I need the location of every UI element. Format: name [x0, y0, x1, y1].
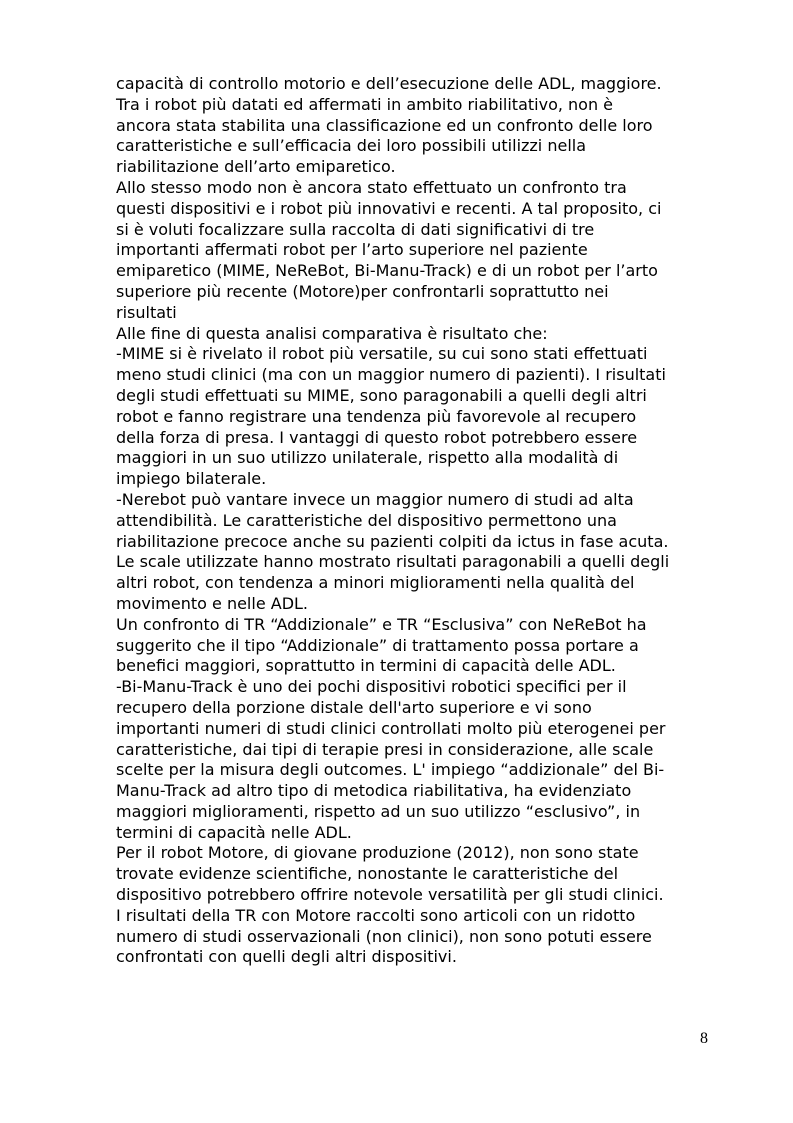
text-line: superiore più recente (Motore)per confrontarli soprattutto nei [116, 281, 609, 301]
text-line: caratteristiche, dai tipi di terapie presi in considerazione, alle scale [116, 739, 654, 759]
text-line: robot e fanno registrare una tendenza più favorevole al recupero [116, 406, 637, 426]
page-number: 8 [700, 1030, 708, 1047]
text-line: Un confronto di TR “Addizionale” e TR “Esclusiva” con NeReBot ha [116, 614, 647, 634]
text-line: degli studi effettuati su MIME, sono paragonabili a quelli degli altri [116, 385, 647, 405]
text-line: maggiori miglioramenti, rispetto ad un suo utilizzo “esclusivo”, in [116, 801, 641, 821]
text-line: recupero della porzione distale dell'arto superiore e vi sono [116, 697, 592, 717]
text-line: della forza di presa. I vantaggi di questo robot potrebbero essere [116, 427, 638, 447]
text-line: capacità di controllo motorio e dell’esecuzione delle ADL, maggiore. [116, 74, 662, 93]
text-line: impiego bilaterale. [116, 469, 267, 489]
text-line: meno studi clinici (ma con un maggior numero di pazienti). I risultati [116, 365, 666, 385]
text-line: questi dispositivi e i robot più innovativi e recenti. A tal proposito, ci [116, 198, 662, 218]
text-line: Per il robot Motore, di giovane produzione (2012), non sono state [116, 843, 639, 863]
text-line: dispositivo potrebbero offrire notevole versatilità per gli studi clinici. [116, 885, 664, 905]
text-line: termini di capacità nelle ADL. [116, 822, 352, 842]
body-text [116, 74, 716, 968]
text-line: si è voluti focalizzare sulla raccolta di dati significativi di tre [116, 219, 595, 239]
text-line: altri robot, con tendenza a minori miglioramenti nella qualità del [116, 573, 635, 593]
text-line: risultati [116, 302, 177, 322]
text-line: caratteristiche e sull’efficacia dei loro possibili utilizzi nella [116, 136, 587, 156]
text-line: I risultati della TR con Motore raccolti sono articoli con un ridotto [116, 905, 636, 925]
text-line: confrontati con quelli degli altri dispositivi. [116, 947, 457, 967]
text-line: -MIME si è rivelato il robot più versatile, su cui sono stati effettuati [116, 344, 648, 364]
text-line: riabilitazione dell’arto emiparetico. [116, 157, 396, 177]
text-line: importanti numeri di studi clinici controllati molto più eterogenei per [116, 718, 666, 738]
text-line: Alle fine di questa analisi comparativa è risultato che: [116, 323, 548, 343]
text-line: ancora stata stabilita una classificazione ed un confronto delle loro [116, 115, 653, 135]
text-line: Le scale utilizzate hanno mostrato risultati paragonabili a quelli degli [116, 552, 670, 572]
text-line: emiparetico (MIME, NeReBot, Bi-Manu-Track) e di un robot per l’arto [116, 261, 658, 281]
text-line: Manu-Track ad altro tipo di metodica riabilitativa, ha evidenziato [116, 781, 632, 801]
text-line: scelte per la misura degli outcomes. L' impiego “addizionale” del Bi- [116, 760, 665, 780]
text-line: numero di studi osservazionali (non clinici), non sono potuti essere [116, 926, 652, 946]
text-line: trovate evidenze scientifiche, nonostante le caratteristiche del [116, 864, 619, 884]
text-line: importanti affermati robot per l’arto superiore nel paziente [116, 240, 588, 260]
text-line: riabilitazione precoce anche su pazienti colpiti da ictus in fase acuta. [116, 531, 669, 551]
text-line: maggiori in un suo utilizzo unilaterale, rispetto alla modalità di [116, 448, 619, 468]
text-line: movimento e nelle ADL. [116, 593, 309, 613]
text-line: attendibilità. Le caratteristiche del dispositivo permettono una [116, 510, 617, 530]
text-line: Tra i robot più datati ed affermati in ambito riabilitativo, non è [116, 94, 614, 114]
text-line: Allo stesso modo non è ancora stato effettuato un confronto tra [116, 177, 627, 197]
text-line: -Bi-Manu-Track è uno dei pochi dispositivi robotici specifici per il [116, 677, 627, 697]
text-line: -Nerebot può vantare invece un maggior numero di studi ad alta [116, 489, 634, 509]
text-line: suggerito che il tipo “Addizionale” di trattamento possa portare a [116, 635, 639, 655]
text-line: benefici maggiori, soprattutto in termini di capacità delle ADL. [116, 656, 616, 676]
